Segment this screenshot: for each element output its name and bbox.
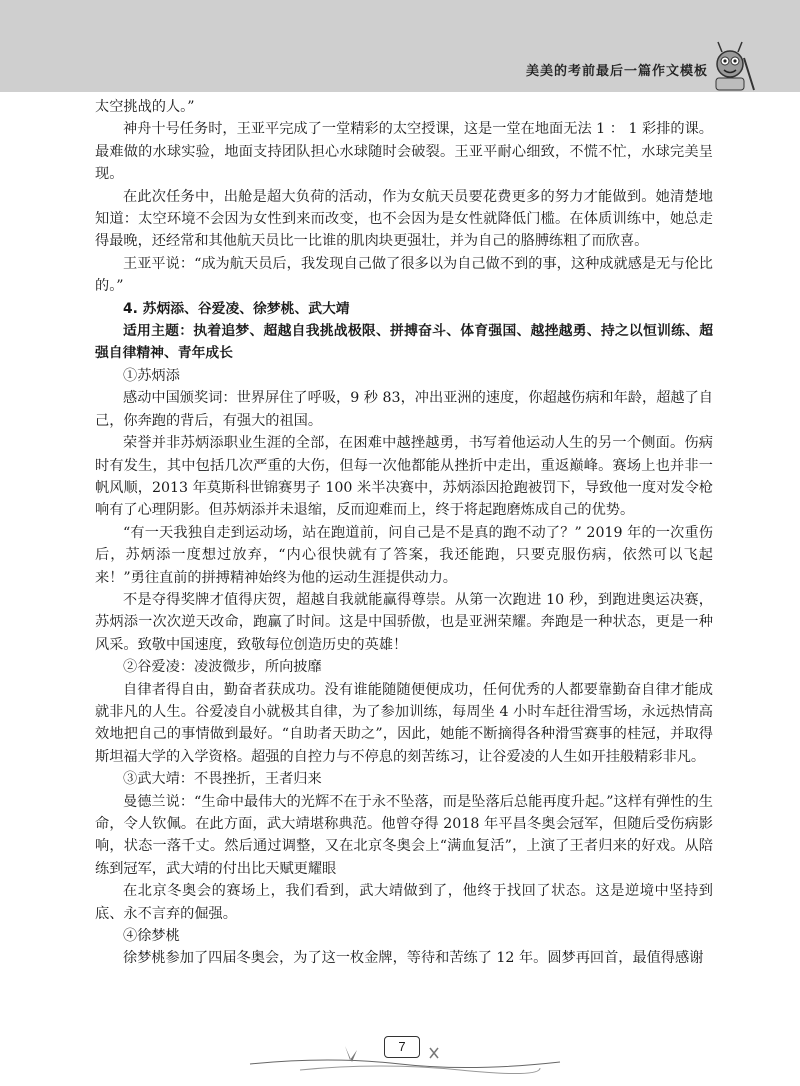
mascot-pencil-icon — [708, 38, 756, 92]
subheading: ④徐梦桃 — [123, 928, 180, 945]
paragraph: 徐梦桃参加了四届冬奥会，为了这一枚金牌，等待和苦练了 12 年。圆梦再回首，最值得感谢 — [123, 950, 704, 967]
paragraph: 荣誉并非苏炳添职业生涯的全部，在困难中越挫越勇，书写着他运动人生的另一个侧面。伤病时有发生，其中包括几次严重的大伤，但每一次他都能从挫折中走出，重返巅峰。赛场上也并非一帆风顺，2013 年莫斯科世锦赛男子 100 米半决赛中，苏炳添因抢跑被罚下，导致他一度对发令枪响有了心理阴影。但苏炳添并未退缩，反而迎难而上，终于将起跑磨炼成自己的优势。 — [95, 435, 713, 519]
header-title: 美美的考前最后一篇作文模板 — [525, 64, 708, 79]
subheading: ③武大靖：不畏挫折，王者归来 — [123, 771, 322, 788]
article-body — [95, 96, 713, 970]
subheading: ①苏炳添 — [123, 367, 180, 384]
paragraph: 太空挑战的人。” — [95, 99, 195, 115]
page-number: 7 — [384, 1036, 420, 1058]
paragraph: 王亚平说：“成为航天员后，我发现自己做了很多以为自己做不到的事，这种成就感是无与伦比的。” — [95, 255, 713, 295]
paragraph: 曼德兰说：“生命中最伟大的光辉不在于永不坠落，而是坠落后总能再度升起。”这样有弹性的生命，令人钦佩。在此方面，武大靖堪称典范。他曾夺得 2018 年平昌冬奥会冠军，但随后受伤病影响，状态一落千丈。然后通过调整，又在北京冬奥会上“满血复活”，上演了王者归来的好戏。从陪练到冠军，武大靖的付出比天赋更耀眼 — [95, 793, 713, 877]
paragraph: 不是夺得奖牌才值得庆贺，超越自我就能赢得尊崇。从第一次跑进 10 秒，到跑进奥运决赛，苏炳添一次次逆天改命，跑赢了时间。这是中国骄傲，也是亚洲荣耀。奔跑是一种状态，更是一种风采。致敬中国速度，致敬每位创造历史的英雄！ — [95, 591, 713, 653]
subheading: ②谷爱凌：凌波微步，所向披靡 — [123, 659, 322, 676]
paragraph: 感动中国颁奖词：世界屏住了呼吸，9 秒 83，冲出亚洲的速度，你超越伤病和年龄，超越了自己，你奔跑的背后，有强大的祖国。 — [95, 390, 713, 429]
paragraph: “有一天我独自走到运动场，站在跑道前，问自己是不是真的跑不动了？” 2019 年的一次重伤后，苏炳添一度想过放弃，“内心很快就有了答案，我还能跑，只要克服伤病，依然可以飞起来！”勇往直前的拼搏精神始终为他的运动生涯提供动力。 — [95, 524, 713, 586]
section-heading: 4. 苏炳添、谷爱凌、徐梦桃、武大靖 — [123, 300, 350, 317]
theme-line: 适用主题：执着追梦、超越自我挑战极限、拼搏奋斗、体育强国、越挫越勇、持之以恒训练、超强自律精神、青年成长 — [95, 323, 713, 362]
paragraph: 在此次任务中，出舱是超大负荷的活动，作为女航天员要花费更多的努力才能做到。她清楚地知道：太空环境不会因为女性到来而改变，也不会因为是女性就降低门槛。在体质训练中，她总走得最晚，还经常和其他航天员比一比谁的肌肉块更强壮，并为自己的胳膊练粗了而欣喜。 — [95, 188, 713, 250]
paragraph: 神舟十号任务时，王亚平完成了一堂精彩的太空授课，这是一堂在地面无法 1 ： 1 彩排的课。最难做的水球实验，地面支持团队担心水球随时会破裂。王亚平耐心细致，不慌不忙，水球完美呈现。 — [95, 121, 713, 183]
paragraph: 自律者得自由，勤奋者获成功。没有谁能随随便便成功，任何优秀的人都要靠勤奋自律才能成就非凡的人生。谷爱凌自小就极其自律，为了参加训练，每周坐 4 小时车赶往滑雪场，永远热情高效地把自己的事情做到最好。“自助者天助之”，因此，她能不断摘得各种滑雪赛事的桂冠，并取得斯坦福大学的入学资格。超强的自控力与不停息的刻苦练习，让谷爱凌的人生如开挂般精彩非凡。 — [95, 681, 713, 765]
paragraph: 在北京冬奥会的赛场上，我们看到，武大靖做到了，他终于找回了状态。这是逆境中坚持到底、永不言弃的倔强。 — [95, 883, 713, 922]
